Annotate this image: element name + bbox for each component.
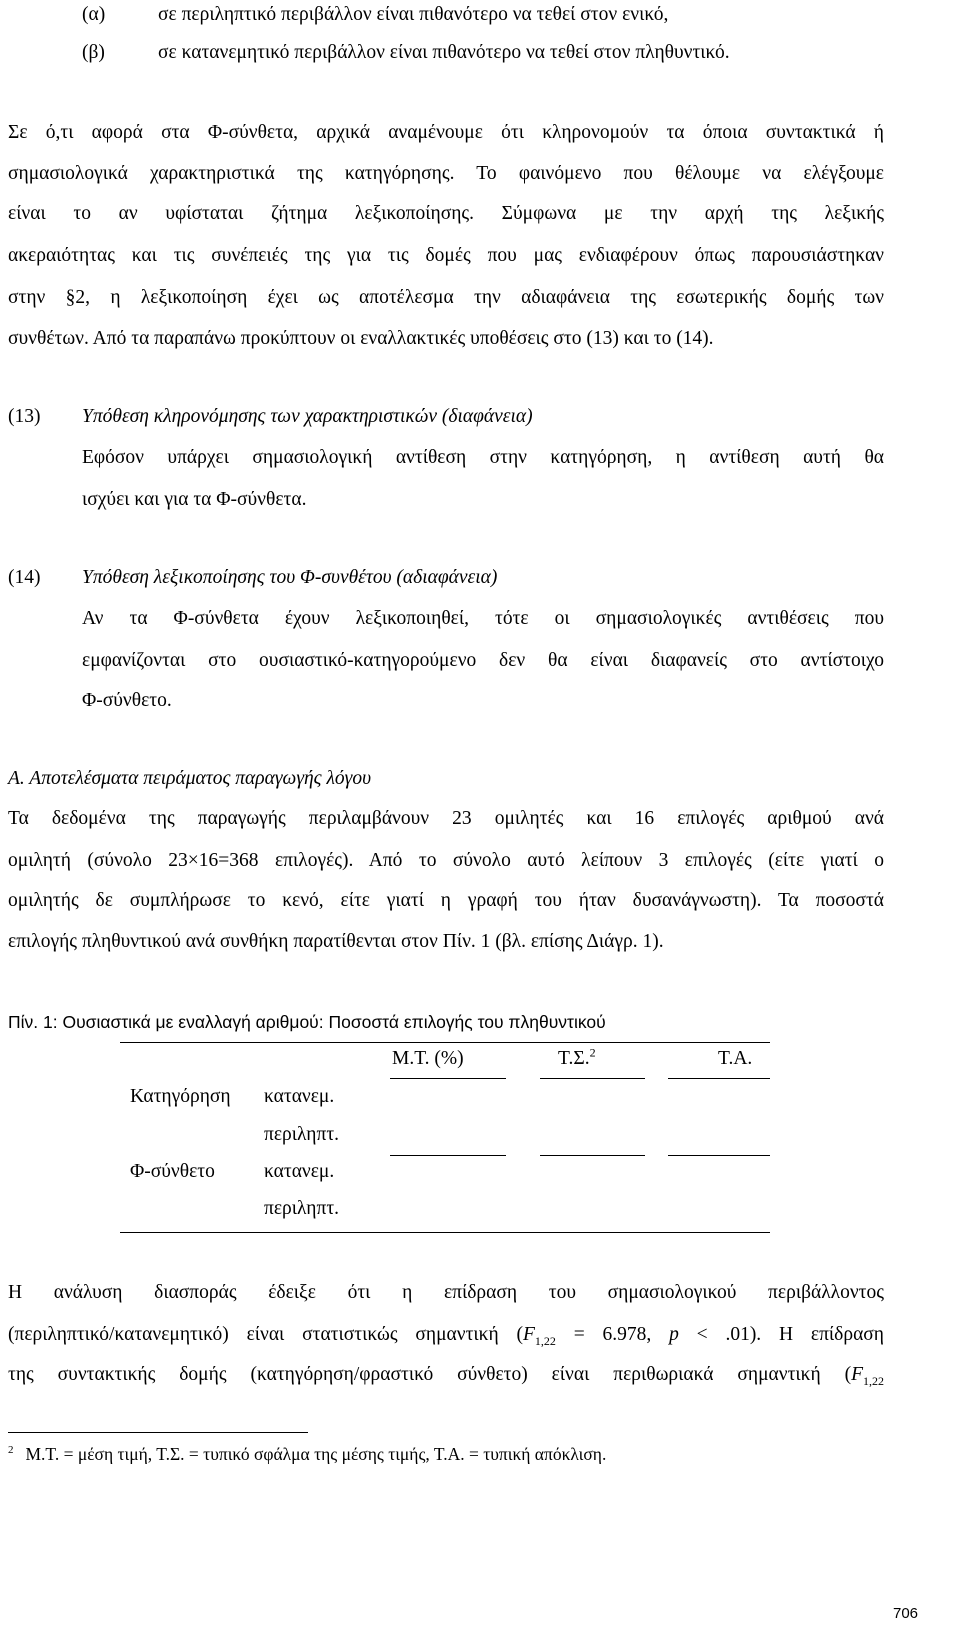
hypothesis-13-title: Υπόθεση κληρονόμησης των χαρακτηριστικών (διαφάνεια)	[82, 406, 533, 427]
table-header-mt: Μ.Τ. (%)	[392, 1048, 464, 1069]
table-header-rule	[668, 1078, 770, 1079]
paragraph-line: Σε ό,τι αφορά στα Φ-σύνθετα, αρχικά αναμένουμε ότι κληρονομούν τα όποια συντακτικά ή	[8, 122, 884, 143]
hypothesis-13-line: ισχύει και για τα Φ-σύνθετα.	[82, 489, 307, 510]
table-row-group: Φ-σύνθετο	[130, 1161, 215, 1182]
table-header-ta: Τ.Α.	[718, 1048, 753, 1069]
section-line: ομιλητής δε συμπλήρωσε το κενό, είτε γιατί η γραφή του ήταν δυσανάγνωστη). Τα ποσοστά	[8, 890, 884, 911]
anova-line: Η ανάλυση διασποράς έδειξε ότι η επίδραση του σημασιολογικού περιβάλλοντος	[8, 1282, 884, 1303]
paragraph-line: στην §2, η λεξικοποίηση έχει ως αποτέλεσμα την αδιαφάνεια της εσωτερικής δομής των	[8, 287, 884, 308]
table-header-ts: Τ.Σ.$^2$	[558, 1045, 596, 1069]
paragraph-line: σημασιολογικά χαρακτηριστικά της κατηγόρησης. Το φαινόμενο που θέλουμε να ελέγξουμε	[8, 163, 884, 184]
table-mid-rule	[540, 1155, 645, 1156]
footnote-ref: 2	[589, 1045, 596, 1060]
example-number-13: (13)	[8, 406, 41, 427]
table-top-rule	[120, 1042, 770, 1043]
list-marker-a: (α)	[82, 4, 106, 25]
hypothesis-14-line: εμφανίζονται στο ουσιαστικό-κατηγορούμενο δεν θα είναι διαφανείς στο αντίστοιχο	[82, 650, 884, 671]
table-row-condition: περιληπτ.	[264, 1198, 340, 1219]
section-heading: Α. Αποτελέσματα πειράματος παραγωγής λόγου	[8, 768, 372, 789]
table-mid-rule	[390, 1155, 506, 1156]
anova-line: (περιληπτικό/κατανεμητικό) είναι στατιστικώς σημαντική ($F_{1,22} = 6.978$, p < .01). Η επίδραση	[8, 1324, 885, 1348]
list-item-b: σε κατανεμητικό περιβάλλον είναι πιθανότερο να τεθεί στον πληθυντικό.	[158, 42, 730, 63]
footnote: $^2$ Μ.Τ. = μέση τιμή, Τ.Σ. = τυπικό σφάλμα της μέσης τιμής, Τ.Α. = τυπική απόκλιση.	[8, 1444, 607, 1464]
example-number-14: (14)	[8, 567, 41, 588]
list-marker-b: (β)	[82, 42, 105, 63]
table-row-group: Κατηγόρηση	[130, 1086, 231, 1107]
table-mid-rule	[668, 1155, 770, 1156]
paragraph-line: ακεραιότητας και τις συνέπειές της για τις δομές που μας ενδιαφέρουν όπως παρουσιάστηκαν	[8, 245, 884, 266]
paragraph-line: είναι το αν υφίσταται ζήτημα λεξικοποίησης. Σύμφωνα με την αρχή της λεξικής	[8, 203, 884, 224]
table-row-condition: περιληπτ.	[264, 1124, 340, 1145]
table-header-rule	[390, 1078, 506, 1079]
page-number: 706	[893, 1605, 919, 1622]
hypothesis-14-title: Υπόθεση λεξικοποίησης του Φ-συνθέτου (αδιαφάνεια)	[82, 567, 498, 588]
footnote-separator	[8, 1432, 308, 1433]
table-caption: Πίν. 1: Ουσιαστικά με εναλλαγή αριθμού: Ποσοστά επιλογής του πληθυντικού	[8, 1012, 606, 1032]
list-item-a: σε περιληπτικό περιβάλλον είναι πιθανότερο να τεθεί στον ενικό,	[158, 4, 669, 25]
table-row-condition: κατανεμ.	[264, 1161, 335, 1182]
table-header-rule	[540, 1078, 645, 1079]
section-line: Τα δεδομένα της παραγωγής περιλαμβάνουν 23 ομιλητές και 16 επιλογές αριθμού ανά	[8, 808, 884, 829]
hypothesis-14-line: Φ-σύνθετο.	[82, 690, 172, 711]
hypothesis-13-line: Εφόσον υπάρχει σημασιολογική αντίθεση στην κατηγόρηση, η αντίθεση αυτή θα	[82, 447, 884, 468]
section-line: επιλογής πληθυντικού ανά συνθήκη παρατίθενται στον Πίν. 1 (βλ. επίσης Διάγρ. 1).	[8, 931, 664, 952]
paragraph-line: συνθέτων. Από τα παραπάνω προκύπτουν οι εναλλακτικές υποθέσεις στο (13) και το (14).	[8, 328, 714, 349]
table-bottom-rule	[120, 1232, 770, 1233]
hypothesis-14-line: Αν τα Φ-σύνθετα έχουν λεξικοποιηθεί, τότε οι σημασιολογικές αντιθέσεις που	[82, 608, 884, 629]
table-row-condition: κατανεμ.	[264, 1086, 335, 1107]
anova-line: της συντακτικής δομής (κατηγόρηση/φραστικό σύνθετο) είναι περιθωριακά σημαντική ($F_{1,22}$	[8, 1364, 884, 1388]
section-line: ομιλητή (σύνολο 23×16=368 επιλογές). Από το σύνολο αυτό λείπουν 3 επιλογές (είτε γιατί ο	[8, 850, 884, 871]
